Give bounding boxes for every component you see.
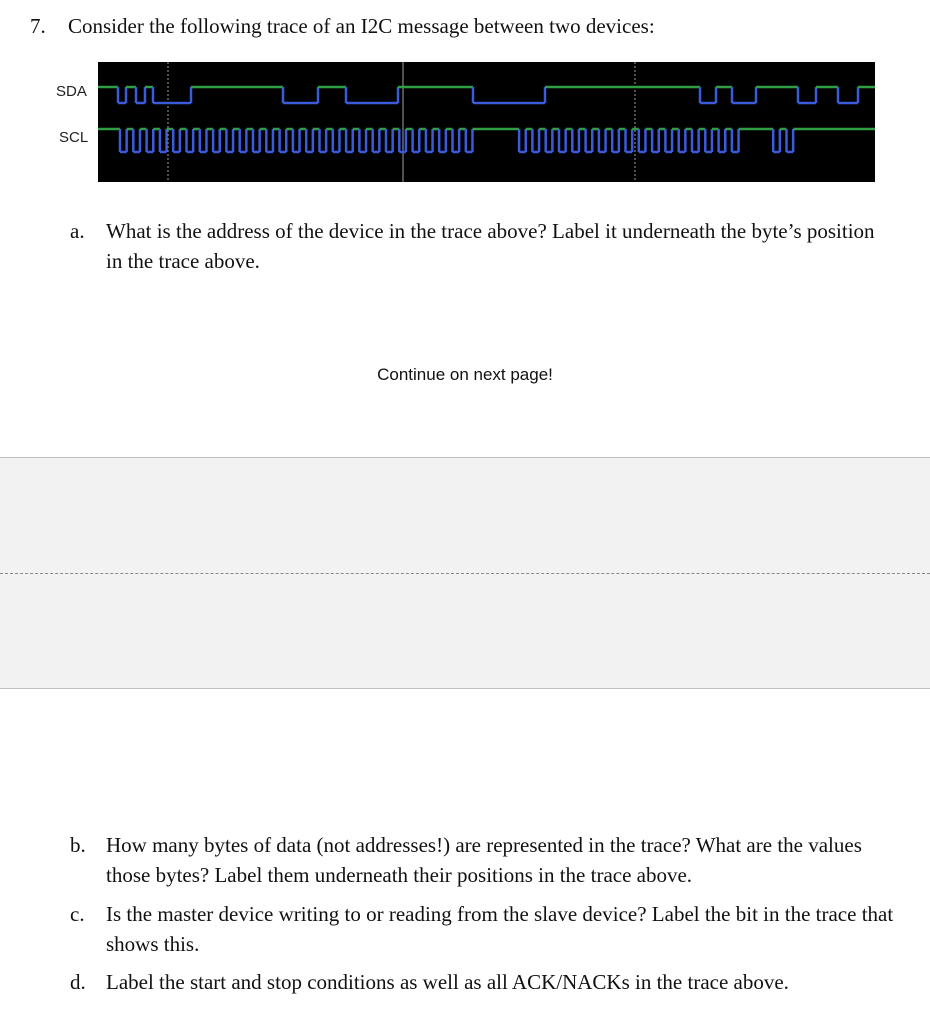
trace-background (98, 62, 875, 182)
sda-label: SDA (56, 83, 87, 100)
page-gap (0, 457, 930, 689)
question-text: Consider the following trace of an I2C message between two devices: (68, 14, 655, 38)
question-7-prompt (30, 11, 655, 41)
scl-label: SCL (59, 129, 89, 146)
page-break-line (0, 573, 930, 574)
part-a-text: What is the address of the device in the trace above? Label it underneath the byte’s position in the trace above. (106, 219, 875, 273)
part-d-text: Label the start and stop conditions as well as all ACK/NACKs in the trace above. (106, 970, 789, 994)
part-b-text: How many bytes of data (not addresses!) are represented in the trace? What are the values those bytes? Label them underneath their positions in the trace above. (106, 833, 862, 887)
continue-note: Continue on next page! (377, 365, 553, 384)
question-number: 7. (30, 14, 46, 38)
part-b-letter: b. (70, 833, 86, 857)
trace-waveform (98, 62, 875, 182)
part-a-letter: a. (70, 219, 85, 243)
i2c-trace (50, 62, 875, 182)
part-c-text: Is the master device writing to or reading from the slave device? Label the bit in the trace that shows this. (106, 902, 894, 956)
part-d-letter: d. (70, 970, 86, 994)
part-c-letter: c. (70, 902, 85, 926)
